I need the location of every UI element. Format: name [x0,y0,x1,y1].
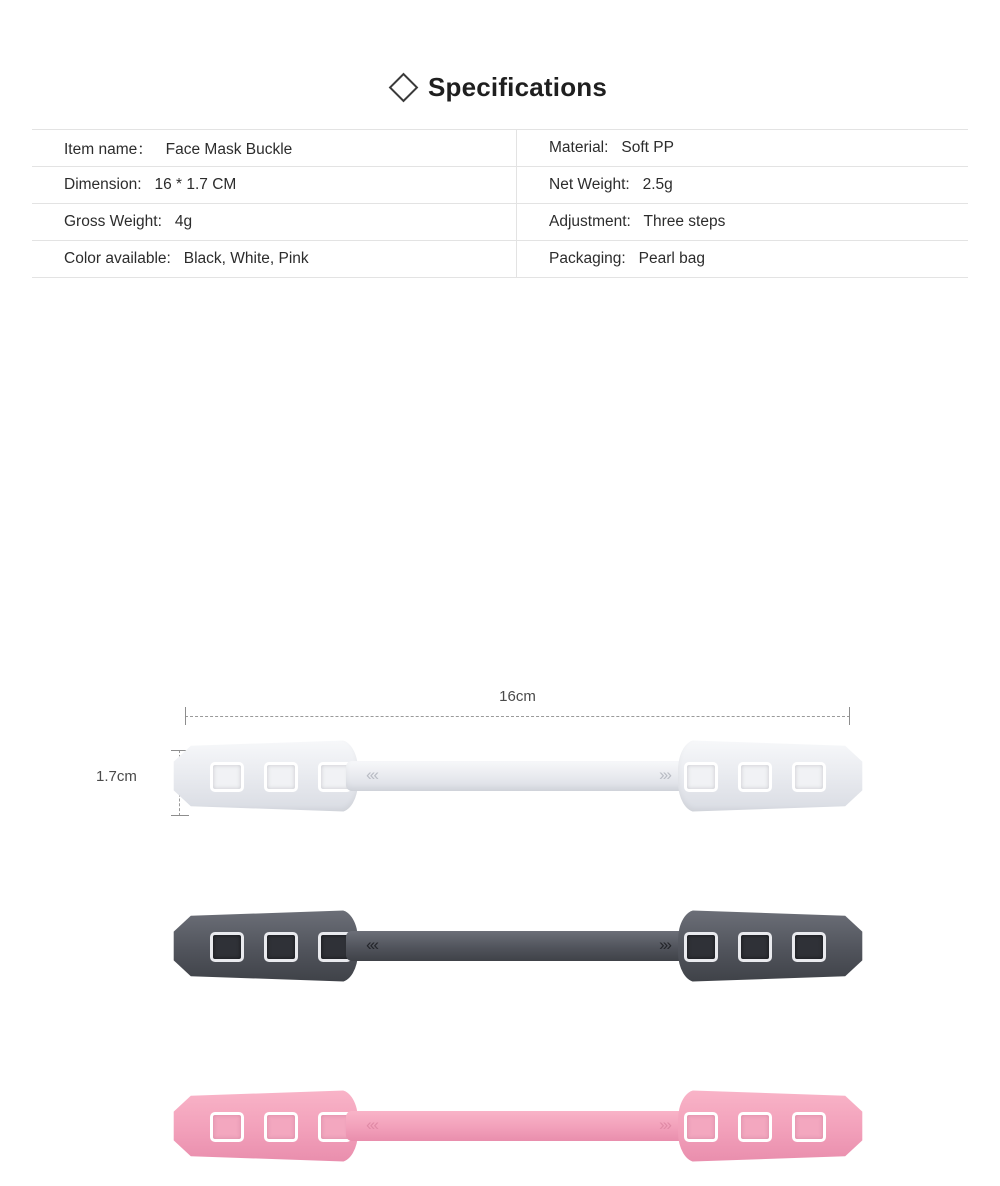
table-row [32,241,968,278]
strap-left-paddle [168,910,358,982]
packaging-value: Pearl bag [638,250,705,267]
table-row [32,204,968,241]
band-body [346,761,690,791]
band-body [346,1111,690,1141]
specifications-title: Specifications [427,72,608,102]
buckle-slot [264,762,298,792]
dimension-value: 16 * 1.7 CM [154,176,237,193]
dimension-label: Dimension: [64,176,142,193]
gross-weight-value: 4g [174,213,193,230]
strap-right-paddle [678,910,868,982]
buckle-slot [738,932,772,962]
arrow-left-icon: ‹‹‹ [366,1115,377,1134]
buckle-slot [210,1112,244,1142]
buckle-slot [210,932,244,962]
buckle-slot [684,932,718,962]
arrow-right-icon: ››› [659,765,670,784]
buckle-slot [792,932,826,962]
gross-weight-label: Gross Weight: [64,213,162,230]
table-cell-material [517,130,969,167]
strap-graphic [168,1076,868,1176]
material-label: Material: [549,139,609,156]
table-cell-gross-weight [32,204,517,241]
buckle-slot [684,762,718,792]
page-title [0,72,1000,103]
pink-mask-buckle [168,1076,868,1186]
width-dimension-annotation [185,688,850,722]
buckle-slot [264,1112,298,1142]
adjustment-label: Adjustment: [549,213,631,230]
width-dimension-cap-right [849,707,850,725]
strap-graphic [168,726,868,826]
strap-left-paddle [168,1090,358,1162]
item-name-value: Face Mask Buckle [165,141,293,158]
arrow-right-icon: ››› [659,935,670,954]
specifications-table [32,129,968,278]
buckle-slot [684,1112,718,1142]
item-name-label: Item name： [64,141,153,158]
buckle-slot [738,1112,772,1142]
color-available-value: Black, White, Pink [183,250,309,267]
strap-left-paddle [168,740,358,812]
width-dimension-label: 16cm [491,688,544,705]
buckle-slot [210,762,244,792]
band-body [346,931,690,961]
white-mask-buckle [168,726,868,836]
strap-band [346,761,690,791]
net-weight-value: 2.5g [642,176,673,193]
strap-right-paddle [678,740,868,812]
strap-graphic [168,896,868,996]
arrow-left-icon: ‹‹‹ [366,765,377,784]
table-row [32,167,968,204]
buckle-slot [738,762,772,792]
product-figure [0,326,1000,1134]
net-weight-label: Net Weight: [549,176,630,193]
color-available-label: Color available: [64,250,171,267]
strap-band [346,931,690,961]
table-cell-adjustment [517,204,969,241]
strap-band [346,1111,690,1141]
strap-right-paddle [678,1090,868,1162]
material-value: Soft PP [621,139,674,156]
table-cell-color-available [32,241,517,278]
black-mask-buckle [168,896,868,1006]
arrow-right-icon: ››› [659,1115,670,1134]
adjustment-value: Three steps [643,213,726,230]
buckle-slot [792,762,826,792]
arrow-left-icon: ‹‹‹ [366,935,377,954]
table-cell-item-name [32,130,517,167]
buckle-slot [792,1112,826,1142]
buckle-slot [264,932,298,962]
width-dimension-line [185,716,850,717]
diamond-outline-icon [389,73,419,103]
height-dimension-label: 1.7cm [96,768,137,785]
table-cell-net-weight [517,167,969,204]
width-dimension-cap-left [185,707,186,725]
table-cell-dimension [32,167,517,204]
table-row [32,130,968,167]
table-cell-packaging [517,241,969,278]
packaging-label: Packaging: [549,250,626,267]
